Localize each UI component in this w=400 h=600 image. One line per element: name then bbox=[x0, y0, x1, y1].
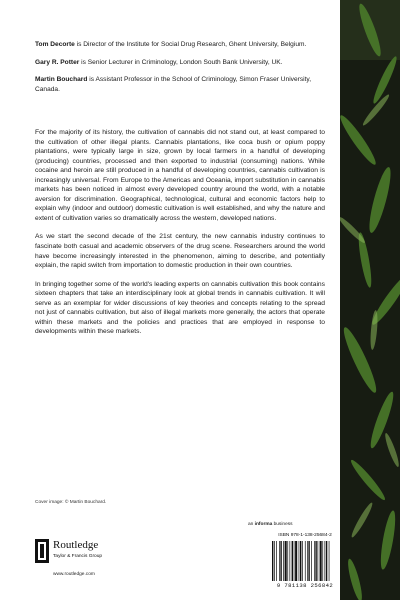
publisher-group: Taylor & Francis Group bbox=[53, 554, 103, 559]
publisher-name: Routledge bbox=[53, 539, 99, 551]
barcode-digits: 9 781138 256842 bbox=[276, 582, 334, 589]
author-description: is Director of the Institute for Social Drug Research, Ghent University, Belgium. bbox=[74, 41, 307, 48]
author-bio bbox=[35, 75, 325, 94]
author-name: Gary R. Potter bbox=[35, 58, 80, 66]
description-paragraph: For the majority of its history, the cultivation of cannabis did not stand out, at least compared to the cultivation of other illegal plants. Cannabis plantations, like coca bush or opium poppy plantations, were typically large in size, grown by local farmers in a handful of developing (producing) countries, processed and then exported to industrial (consuming) nations. While cocaine and heroin are still produced in a handful of developing countries, cannabis cultivation is increasingly universal. From Europe to the Americas and Oceania, import substitution in cannabis markets has been noticed in almost every developed country around the world, with a notable aversion for discrimination. Geographical, technological, cultural and economic factors help to explain why (indoor and outdoor) domestic cultivation is well established, and why the nature and extent of cultivation varies so dramatically across the western, developed nations. bbox=[35, 129, 325, 222]
cover-photo-cannabis-leaves bbox=[340, 0, 400, 600]
description-paragraph: In bringing together some of the world's leading experts on cannabis cultivation this book contains sixteen chapters that take an interdisciplinary look at global trends in cannabis cultivation. It will serve as an exemplar for wider discussions of key theories and concepts relating to the spread not just of cannabis cultivation, but also of illegal markets more generally, the actors that operate within these markets and the policies and practices that are employed in response to developments within these markets. bbox=[35, 280, 325, 336]
author-bio bbox=[35, 58, 325, 68]
author-name: Tom Decorte bbox=[35, 41, 75, 48]
publisher-logo bbox=[35, 538, 155, 584]
book-description bbox=[35, 128, 325, 346]
author-bios bbox=[35, 40, 325, 102]
description-paragraph: As we start the second decade of the 21st century, the new cannabis industry continues to fascinate both casual and academic observers of the drug scene. Researchers around the world have become increasingly interested in the phenomenon, aiming to describe, and potentially explain, the rapid switch from importation to domestic production in their own countries. bbox=[35, 233, 325, 270]
routledge-logo-icon bbox=[35, 539, 49, 563]
informa-business-label bbox=[248, 522, 293, 527]
back-cover-text-column bbox=[35, 0, 325, 600]
author-description: is Assistant Professor in the School of Criminology, Simon Fraser University, Canada. bbox=[35, 76, 312, 93]
author-bio bbox=[35, 40, 325, 50]
isbn-label: ISBN 978-1-138-25684-2 bbox=[278, 533, 332, 538]
barcode-bars bbox=[270, 541, 348, 581]
cover-image-credit: Cover image: © Martin Bouchard. bbox=[35, 500, 107, 505]
isbn-barcode bbox=[262, 533, 348, 591]
informa-brand: informa bbox=[254, 522, 273, 527]
author-name: Martin Bouchard bbox=[35, 76, 88, 84]
author-description: is Senior Lecturer in Criminology, London South Bank University, UK. bbox=[79, 58, 283, 66]
informa-prefix: an bbox=[248, 522, 255, 527]
informa-suffix: business bbox=[272, 522, 293, 527]
cannabis-leaf-photo-icon bbox=[340, 0, 400, 600]
publisher-url: www.routledge.com bbox=[53, 572, 95, 577]
